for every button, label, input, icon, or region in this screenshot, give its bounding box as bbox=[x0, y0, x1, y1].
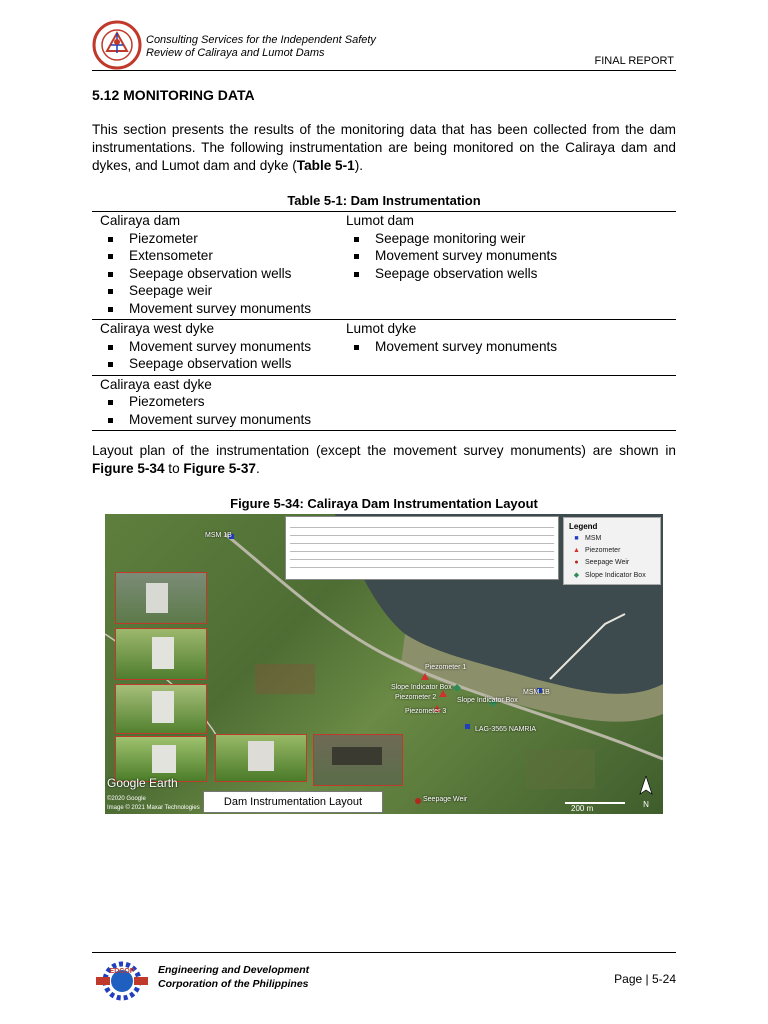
lag-marker bbox=[465, 724, 470, 729]
table-row bbox=[92, 320, 676, 376]
intro-text: This section presents the results of the monitoring data that has been collected from the dam instrumentations. The following instrumentation are being monitored on the Caliraya dam and dykes, and Lumot dam and dyke ( bbox=[92, 122, 676, 173]
map-label-slope-box-2: Slope Indicator Box bbox=[457, 697, 518, 704]
table-row bbox=[92, 212, 676, 320]
circle-icon: ● bbox=[574, 559, 579, 566]
legend-title: Legend bbox=[569, 522, 598, 531]
map-markers bbox=[105, 514, 663, 814]
layout-text-end: . bbox=[255, 461, 260, 476]
intro-end: ). bbox=[354, 158, 364, 173]
north-arrow-icon bbox=[639, 776, 653, 796]
legend-label: MSM bbox=[585, 535, 602, 542]
location-heading: Caliraya west dyke bbox=[100, 321, 215, 336]
footer-divider bbox=[92, 952, 676, 953]
location-heading: Caliraya east dyke bbox=[100, 376, 212, 392]
instrument-item: Seepage observation wells bbox=[346, 265, 676, 283]
seepage-weir-marker bbox=[415, 798, 421, 804]
slope-indicator-marker bbox=[453, 684, 461, 692]
instrument-item: Extensometer bbox=[100, 247, 346, 265]
instrumentation-layout-map bbox=[105, 514, 663, 814]
legend-label: Slope Indicator Box bbox=[585, 572, 646, 579]
intro-paragraph bbox=[92, 121, 676, 175]
table-row bbox=[92, 375, 676, 431]
instrument-item: Movement survey monuments bbox=[346, 338, 676, 356]
header-divider bbox=[92, 70, 676, 71]
location-heading: Lumot dyke bbox=[346, 321, 417, 336]
piezometer-marker bbox=[421, 673, 429, 680]
instrument-item: Movement survey monuments bbox=[100, 411, 346, 429]
instrument-list bbox=[346, 230, 676, 283]
instrument-item: Seepage monitoring weir bbox=[346, 230, 676, 248]
scale-label: 200 m bbox=[571, 804, 594, 813]
map-label-piezometer-3: Piezometer 3 bbox=[405, 708, 447, 715]
map-label-lag: LAG-3565 NAMRIA bbox=[475, 726, 537, 733]
instrument-item: Seepage observation wells bbox=[100, 355, 346, 373]
layout-text: Layout plan of the instrumentation (except the movement survey monuments) are shown in bbox=[92, 443, 676, 458]
edcop-logo bbox=[92, 955, 152, 1001]
legend-label: Seepage Weir bbox=[585, 559, 630, 566]
page-number: Page | 5-24 bbox=[614, 972, 676, 986]
north-arrow bbox=[639, 776, 653, 809]
diamond-icon: ◆ bbox=[573, 572, 580, 579]
table-reference: Table 5-1 bbox=[296, 158, 355, 173]
company-name-line1: Engineering and Development bbox=[158, 964, 310, 976]
triangle-icon: ▲ bbox=[573, 547, 580, 554]
instrument-list bbox=[100, 338, 346, 373]
instrument-item: Seepage observation wells bbox=[100, 265, 346, 283]
left-cell bbox=[92, 212, 346, 320]
map-label-piezometer-1: Piezometer 1 bbox=[425, 664, 467, 671]
figure-ref-start: Figure 5-34 bbox=[92, 461, 165, 476]
instrumentation-table bbox=[92, 211, 676, 431]
piezometer-marker bbox=[439, 690, 447, 697]
table-caption: Table 5-1: Dam Instrumentation bbox=[287, 193, 481, 208]
map-label-piezometer-2: Piezometer 2 bbox=[395, 694, 437, 701]
instrument-item: Piezometer bbox=[100, 230, 346, 248]
instrument-item: Seepage weir bbox=[100, 282, 346, 300]
map-label-msm-mid: MSM 1B bbox=[523, 689, 550, 696]
google-earth-logo: Google Earth bbox=[107, 776, 178, 790]
right-cell bbox=[346, 320, 676, 376]
legend-label: Piezometer bbox=[585, 547, 621, 554]
map-label-slope-box: Slope Indicator Box bbox=[391, 684, 452, 691]
section-title: 5.12 MONITORING DATA bbox=[92, 87, 255, 103]
left-cell bbox=[92, 320, 346, 376]
square-icon: ■ bbox=[574, 535, 579, 542]
instrument-item: Movement survey monuments bbox=[100, 338, 346, 356]
left-cell bbox=[92, 375, 346, 431]
north-label: N bbox=[643, 800, 649, 809]
instrument-list bbox=[100, 230, 346, 318]
final-report-label: FINAL REPORT bbox=[594, 55, 674, 67]
map-label-seepage-weir: Seepage Weir bbox=[423, 796, 468, 803]
right-cell bbox=[346, 212, 676, 320]
map-copyright-2: Image © 2021 Maxar Technologies bbox=[107, 805, 200, 811]
edcop-logo-text: EDCOP bbox=[109, 968, 135, 975]
company-name bbox=[158, 963, 309, 991]
report-title-line2: Review of Caliraya and Lumot Dams bbox=[146, 47, 325, 59]
layout-text-mid: to bbox=[164, 461, 184, 476]
figure-inset-label: Dam Instrumentation Layout bbox=[203, 791, 383, 813]
instrument-item: Movement survey monuments bbox=[100, 300, 346, 318]
instrument-list bbox=[346, 338, 676, 356]
figure-caption: Figure 5-34: Caliraya Dam Instrumentation Layout bbox=[230, 496, 538, 511]
report-title-line1: Consulting Services for the Independent Safety bbox=[146, 34, 376, 46]
map-copyright-1: ©2020 Google bbox=[107, 796, 146, 802]
figure-ref-end: Figure 5-37 bbox=[183, 461, 256, 476]
layout-paragraph bbox=[92, 442, 676, 478]
location-heading: Lumot dam bbox=[346, 213, 415, 228]
map-label-msm-top: MSM 1B bbox=[205, 532, 232, 539]
instrument-item: Piezometers bbox=[100, 393, 346, 411]
instrument-item: Movement survey monuments bbox=[346, 247, 676, 265]
company-name-line2: Corporation of the Philippines bbox=[158, 978, 309, 990]
report-title bbox=[146, 34, 376, 60]
napocor-logo bbox=[92, 20, 142, 70]
right-cell bbox=[346, 375, 676, 431]
instrument-list bbox=[100, 393, 346, 428]
location-heading: Caliraya dam bbox=[100, 213, 181, 228]
